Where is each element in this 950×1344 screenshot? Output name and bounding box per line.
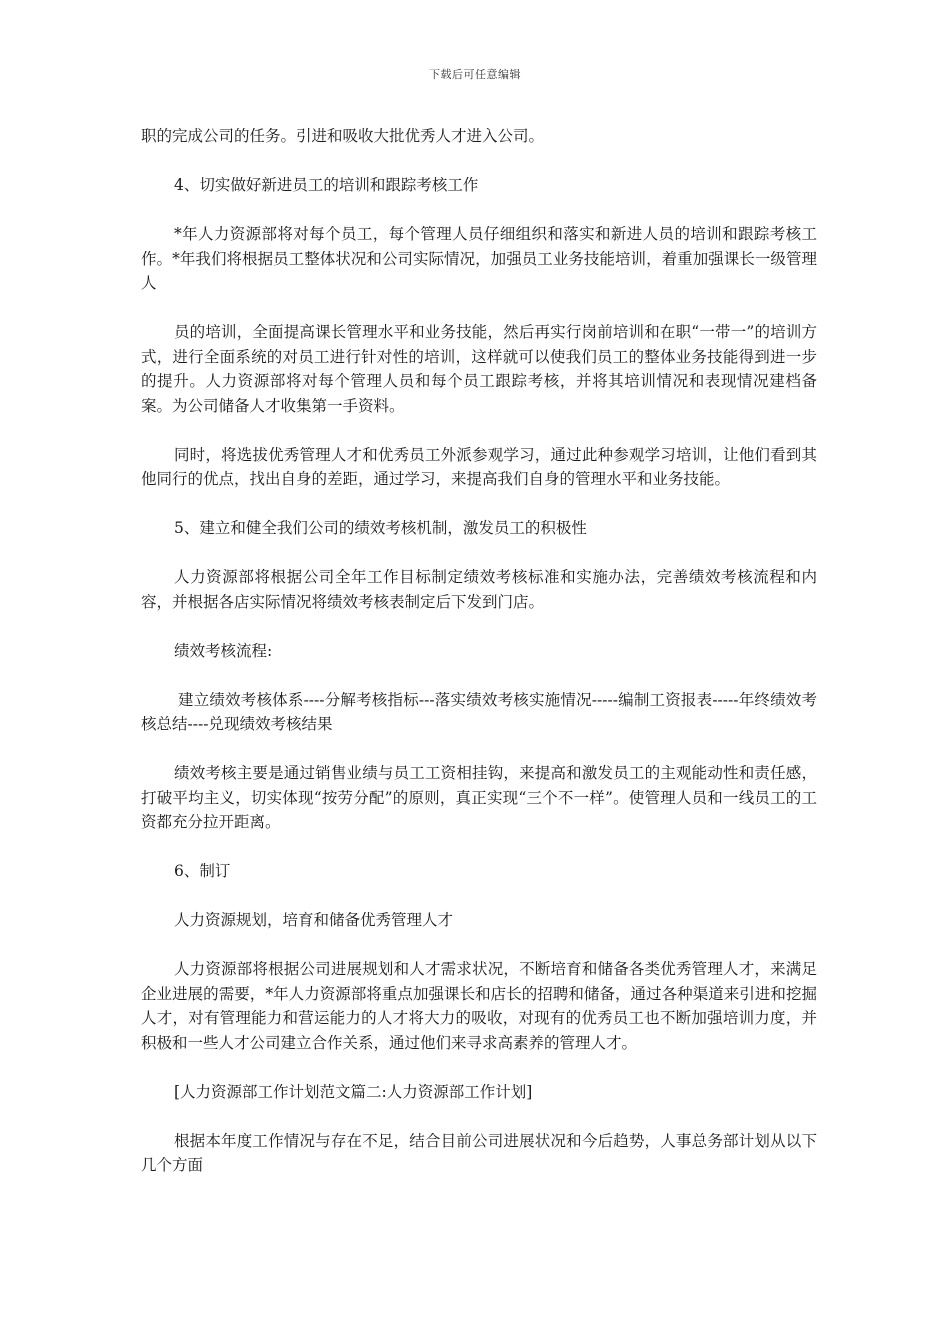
document-body [141, 124, 817, 1202]
paragraph: *年人力资源部将对每个员工，每个管理人员仔细组织和落实和新进人员的培训和跟踪考核工作。*年我们将根据员工整体状况和公司实际情况，加强员工业务技能培训，着重加强课长一级管理人 [141, 225, 817, 292]
paragraph: 员的培训，全面提高课长管理水平和业务技能，然后再实行岗前培训和在职“一带一”的培训方式，进行全面系统的对员工进行针对性的培训，这样就可以使我们员工的整体业务技能得到进一步的提升。人力资源部将对每个管理人员和每个员工跟踪考核，并将其培训情况和表现情况建档备案。为公司储备人才收集第一手资料。 [141, 323, 817, 415]
paragraph: 职的完成公司的任务。引进和吸收大批优秀人才进入公司。 [141, 127, 545, 145]
paragraph: 同时，将选拔优秀管理人才和优秀员工外派参观学习，通过此种参观学习培训，让他们看到其他同行的优点，找出自身的差距，通过学习，来提高我们自身的管理水平和业务技能。 [141, 445, 817, 488]
section-heading: 5、建立和健全我们公司的绩效考核机制，激发员工的积极性 [174, 519, 587, 537]
process-flow: 建立绩效考核体系----分解考核指标---落实绩效考核实施情况-----编制工资报表-----年终绩效考核总结----兑现绩效考核结果 [141, 690, 817, 733]
paragraph: 人力资源部将根据公司全年工作目标制定绩效考核标准和实施办法，完善绩效考核流程和内容，并根据各店实际情况将绩效考核表制定后下发到门店。 [141, 568, 817, 611]
paragraph: 人力资源部将根据公司进展规划和人才需求状况，不断培育和储备各类优秀管理人才，来满足企业进展的需要，*年人力资源部将重点加强课长和店长的招聘和储备，通过各种渠道来引进和挖掘人才，对有管理能力和营运能力的人才将大力的吸收，对现有的优秀员工也不断加强培训力度，并积极和一些人才公司建立合作关系，通过他们来寻求高素养的管理人才。 [141, 960, 817, 1052]
section-heading: 4、切实做好新进员工的培训和跟踪考核工作 [174, 176, 479, 194]
paragraph: 人力资源规划，培育和储备优秀管理人才 [174, 911, 454, 929]
section-title: [人力资源部工作计划范文篇二:人力资源部工作计划] [174, 1082, 533, 1101]
page-header: 下载后可任意编辑 [429, 68, 521, 81]
paragraph: 根据本年度工作情况与存在不足，结合目前公司进展状况和今后趋势，人事总务部计划从以下几个方面 [141, 1131, 817, 1174]
paragraph: 绩效考核主要是通过销售业绩与员工工资相挂钩，来提高和激发员工的主观能动性和责任感，打破平均主义，切实体现“按劳分配”的原则，真正实现“三个不一样”。使管理人员和一线员工的工资都充分拉开距离。 [141, 764, 817, 831]
paragraph: 绩效考核流程: [174, 641, 273, 660]
section-heading: 6、制订 [174, 862, 231, 880]
